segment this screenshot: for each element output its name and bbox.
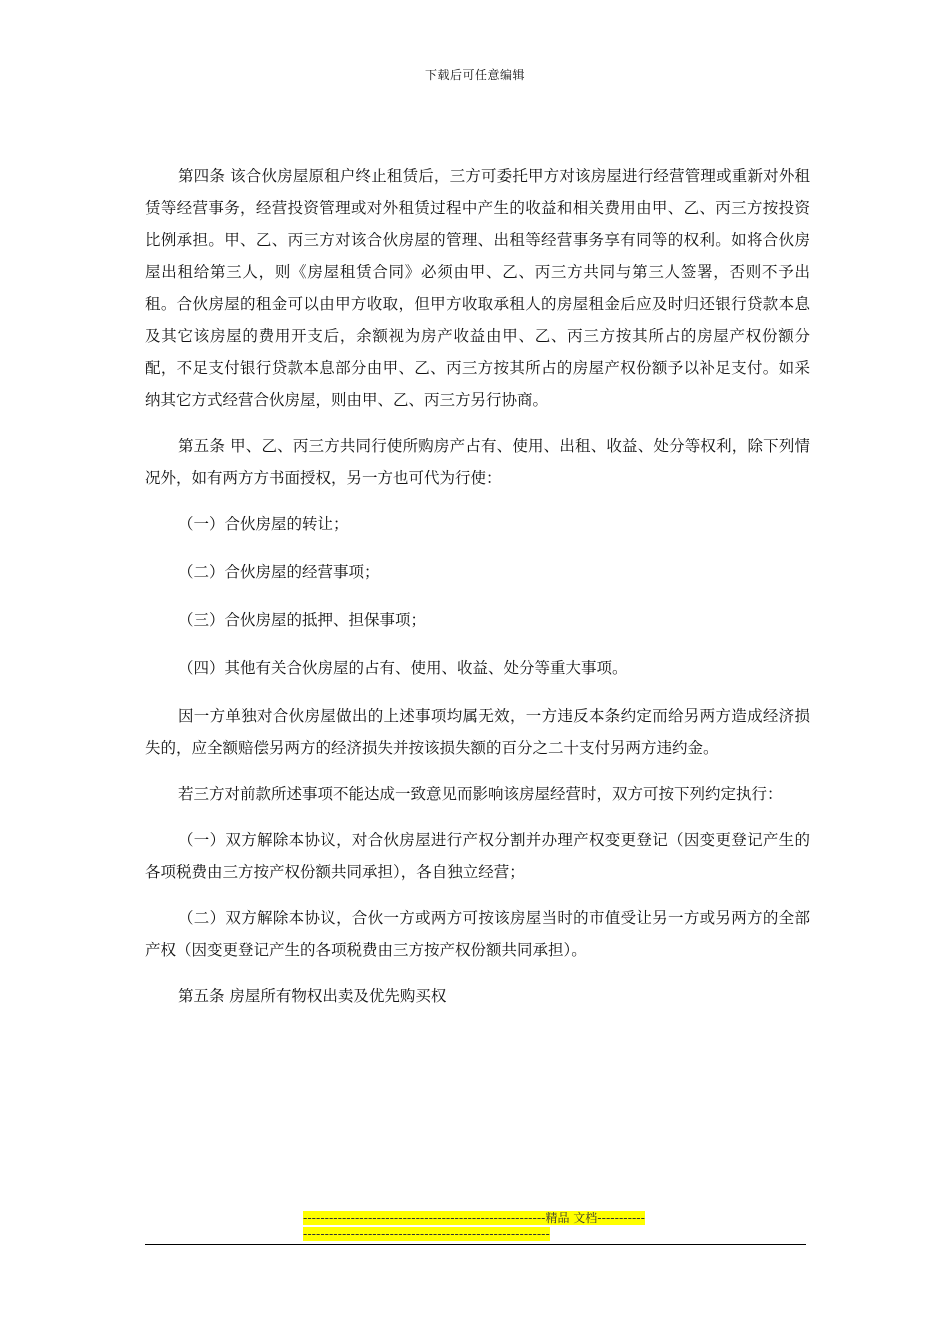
- option-paragraph: （一）双方解除本协议，对合伙房屋进行产权分割并办理产权变更登记（因变更登记产生的各项税费由三方按产权份额共同承担），各自独立经营；: [145, 831, 810, 881]
- list-item: （一）合伙房屋的转让；: [178, 515, 349, 533]
- article-heading: 第五条 房屋所有物权出卖及优先购买权: [178, 987, 447, 1005]
- footer-watermark-text: --------------------------------------------------------精品 文档--------------------------------------------------------------------: [303, 1211, 645, 1241]
- list-item: （二）合伙房屋的经营事项；: [178, 563, 380, 581]
- list-item: （三）合伙房屋的抵押、担保事项；: [178, 611, 427, 629]
- option-paragraph: （二）双方解除本协议，合伙一方或两方可按该房屋当时的市值受让另一方或另两方的全部产权（因变更登记产生的各项税费由三方按产权份额共同承担）。: [145, 909, 810, 959]
- liability-paragraph: 因一方单独对合伙房屋做出的上述事项均属无效，一方违反本条约定而给另两方造成经济损失的，应全额赔偿另两方的经济损失并按该损失额的百分之二十支付另两方违约金。: [145, 707, 810, 757]
- document-body: [145, 160, 810, 1026]
- page-header: 下载后可任意编辑: [424, 68, 525, 82]
- article-4-paragraph: 第四条 该合伙房屋原租户终止租赁后，三方可委托甲方对该房屋进行经营管理或重新对外租赁等经营事务，经营投资管理或对外租赁过程中产生的收益和相关费用由甲、乙、丙三方按投资比例承担。甲、乙、丙三方对该合伙房屋的管理、出租等经营事务享有同等的权利。如将合伙房屋出租给第三人，则《房屋租赁合同》必须由甲、乙、丙三方共同与第三人签署，否则不予出租。合伙房屋的租金可以由甲方收取，但甲方收取承租人的房屋租金后应及时归还银行贷款本息及其它该房屋的费用开支后，余额视为房产收益由甲、乙、丙三方按其所占的房屋产权份额分配，不足支付银行贷款本息部分由甲、乙、丙三方按其所占的房屋产权份额予以补足支付。如采纳其它方式经营合伙房屋，则由甲、乙、丙三方另行协商。: [145, 167, 810, 409]
- footer-watermark: [303, 1210, 648, 1242]
- dispute-paragraph: 若三方对前款所述事项不能达成一致意见而影响该房屋经营时，双方可按下列约定执行：: [178, 785, 783, 803]
- list-item: （四）其他有关合伙房屋的占有、使用、收益、处分等重大事项。: [178, 659, 628, 677]
- footer-divider: [145, 1244, 806, 1245]
- article-5-paragraph: 第五条 甲、乙、丙三方共同行使所购房产占有、使用、出租、收益、处分等权利，除下列情况外，如有两方方书面授权，另一方也可代为行使：: [145, 437, 810, 487]
